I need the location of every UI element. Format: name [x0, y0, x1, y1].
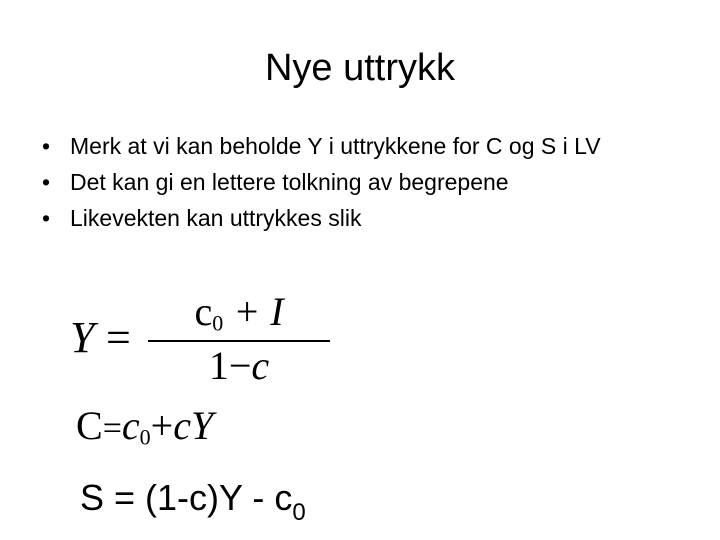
eq2-plus: +: [150, 403, 174, 448]
bullet-text: Likevekten kan uttrykkes slik: [70, 205, 362, 231]
bullet-text: Merk at vi kan beholde Y i uttrykkene for C og S i LV: [70, 133, 601, 159]
eq2-c0-sub: 0: [139, 424, 151, 450]
bullet-text: Det kan gi en lettere tolkning av begrepene: [70, 169, 509, 195]
eq3-main: S = (1-c)Y - c: [80, 477, 293, 518]
bullet-icon: •: [42, 133, 51, 159]
bullet-list: [42, 132, 692, 240]
eq2-cy: cY: [173, 403, 214, 448]
bullet-item: [42, 204, 692, 233]
eq1-fraction: [148, 290, 330, 390]
eq1-equals: =: [106, 313, 131, 362]
equation-consumption: [76, 403, 213, 449]
eq1-lhs: Y: [70, 313, 95, 362]
eq1-den-minus: −: [228, 343, 252, 388]
bullet-item: [42, 168, 692, 197]
bullet-icon: •: [42, 205, 51, 231]
bullet-item: [42, 132, 692, 161]
eq1-num-sub: 0: [212, 310, 224, 336]
eq1-denominator: [148, 344, 330, 388]
eq2-lhs: C: [76, 403, 103, 448]
eq3-sub: 0: [292, 499, 306, 526]
eq2-equals: =: [102, 410, 122, 447]
bullet-icon: •: [42, 169, 51, 195]
slide-title: Nye uttrykk: [264, 47, 456, 89]
eq1-fraction-bar: [148, 340, 330, 342]
eq1-num-c: c: [194, 289, 213, 334]
eq1-den-c: c: [251, 343, 270, 388]
eq1-den-one: 1: [208, 343, 229, 388]
eq2-c0-base: c: [121, 403, 140, 448]
eq1-num-rest: + I: [233, 289, 284, 334]
equation-saving: [80, 476, 306, 535]
eq1-numerator: [148, 290, 330, 346]
